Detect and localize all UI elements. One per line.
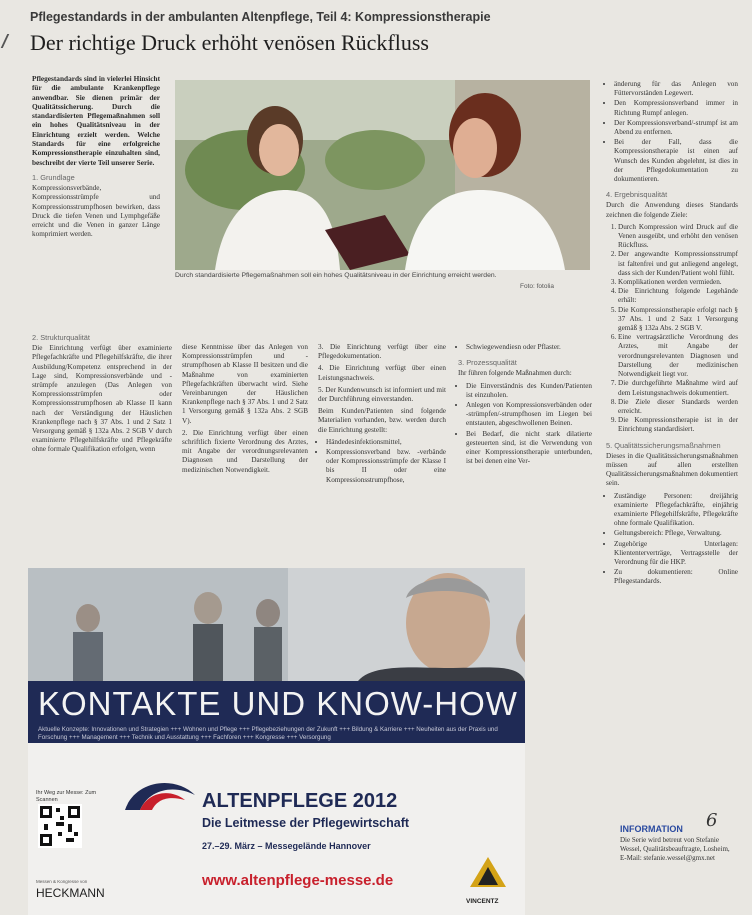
column-4-bullet: • Kompressionsverband bzw. -verbände oder Kompressionsstrümpfe der Klasse I bis II oder eine Kompressionsstrumpfhose, [326, 448, 446, 485]
column-4 [318, 343, 446, 486]
section-4-item: 3. Komplikationen werden vermieden. [618, 278, 738, 287]
section-3-bullet: • Die Einverständnis des Kunden/Patienten ist einzuholen. [466, 382, 592, 400]
photo-credit: Foto: fotolia [520, 283, 554, 290]
column-4-bullet: • Händedesinfektionsmittel, [326, 438, 446, 447]
ad-band-title: KONTAKTE UND KNOW-HOW [38, 685, 518, 722]
section-2-title: 2. Strukturqualität [32, 333, 90, 342]
businessman-illustration [28, 568, 525, 681]
section-3-title: 3. Prozessqualität [458, 358, 517, 368]
ad-photo [28, 568, 525, 681]
advertisement [28, 568, 525, 915]
column-6-bullet: • änderung für das Anlegen von Füttervorständen Legewert. [614, 80, 738, 98]
column-4-item-3: 3. Die Einrichtung verfügt über eine Pflegedokumentation. [318, 343, 446, 361]
messe-title: ALTENPFLEGE 2012 [202, 790, 398, 812]
column-6-bullet: • Der Kompressionsverband/-strumpf ist am Abend zu entfernen. [614, 119, 738, 137]
section-1-title: 1. Grundlage [32, 172, 75, 182]
heckmann-logo: HECKMANN [36, 886, 105, 900]
section-2-item-1: Die Einrichtung verfügt über examinierte Pflegefachkräfte und Pflegehilfskräfte, die ihrer Ausbildung/Kompetenz entsprechend in der Lage sind, Kompressionsverbände und -strümpfe anzulegen (Das Anlegen von Kompressionsstrümpfen oder Kompressionsstrumpfhosen ab Klasse II kann nach der Verständigung der Häuslichen Krankenpflege nach § 37 Abs. 1 und 2 Satz 1 Versorgung gemäß § 132a Abs. 2 SGB V durch examinierte Pflegehilfskräfte und Pflegekräfte ohne formale Qualifikation erfolgen, wenn [32, 344, 172, 454]
column-1 [32, 74, 160, 242]
column-3 [182, 343, 308, 478]
section-4-title: 4. Ergebnisqualität [606, 190, 668, 200]
ribbon-icon [1, 34, 20, 48]
section-4-item: 8. Die Ziele dieser Standards werden erreicht. [618, 398, 738, 416]
info-box-title: INFORMATION [620, 824, 683, 834]
section-5-bullet: • Geltungsbereich: Pflege, Verwaltung. [614, 529, 738, 538]
section-5-bullet: • Zu dokumentieren: Online Pflegestandards. [614, 568, 738, 586]
qr-code-icon[interactable] [38, 804, 82, 848]
article-headline: Der richtige Druck erhöht venösen Rückfluss [30, 30, 429, 55]
heckmann-subline: Messen & Kongresse von [36, 879, 88, 884]
section-4-item: 9. Die Kompressionstherapie ist in der Einrichtung standardisiert. [618, 416, 738, 434]
vincentz-label: VINCENTZ [466, 898, 499, 905]
section-1-text: Kompressionsverbände, Kompressionsstrümpfe und Kompressionsstrumpfhosen bewirken, dass Druck die tiefen Venen und Lymphgefäße erreicht und die Venen in ganzer Länge komprimiert werden. [32, 184, 160, 239]
column-4-text: Beim Kunden/Patienten sind folgende Materialien vorhanden, bzw. werden durch die Einrichtung gestellt: [318, 407, 446, 434]
ad-ticker: Aktuelle Konzepte: Innovationen und Strategien +++ Wohnen und Pflege +++ Pflegebeziehungen der Zukunft +++ Bildung & Karriere +++ Neuheiten aus der Praxis und Forschung +++ Management +++ Technik und Ausstattung +++ Fachforen +++ Kongresse +++ Versorgung [38, 726, 498, 741]
section-5-bullet: • Zugehörige Unterlagen: Kliententerverträge, Vertragsstelle der Verordnung für die HKP. [614, 540, 738, 568]
section-4-text: Durch die Anwendung dieses Standards zeichnen die folgende Ziele: [606, 201, 738, 219]
ad-band [28, 681, 525, 743]
column-6-bullet: • Den Kompressionsverband immer in Richtung Rumpf anlegen. [614, 99, 738, 117]
article-kicker: Pflegestandards in der ambulanten Altenpflege, Teil 4: Kompressionstherapie [30, 10, 491, 24]
qr-label: Ihr Weg zur Messe: Zum Scannen [36, 790, 97, 803]
article-photo [175, 80, 590, 270]
section-3-bullet: • Anlegen von Kompressionsverbänden oder -strümpfen/-strumpfhosen im Liegen bei entstauten, abgeschwollenen Beinen. [466, 401, 592, 429]
section-3-bullet: • Bei Bedarf, die nicht stark dilatierte gesteuerten sind, ist die Verwendung von einer Kompressionstherapie unterbunden, ist bei denen eine Ver- [466, 430, 592, 467]
messe-url-link[interactable]: www.altenpflege-messe.de [202, 872, 394, 889]
column-5-bullet: • Schwiegewendiesn oder Pflaster. [466, 343, 592, 352]
section-4-item: 4. Die Einrichtung folgende Legehände erhält: [618, 287, 738, 305]
info-box-body: Die Serie wird betreut von Stefanie Wessel, Qualitätsbeauftragte, Losheim, E-Mail: stefanie.wessel@gmx.net [620, 836, 730, 862]
section-4-item: 2. Der angewandte Kompressionsstrumpf ist faltenfrei und gut anliegend angelegt, dass sich der Kunden/Patient wohl fühlt. [618, 250, 738, 278]
column-6-bullet: • Bei der Fall, dass die Kompressionstherapie ist einen auf Wunsch des Kunden abgelehnt, ist dies in der Pflegedokumentation zu dokumentieren. [614, 138, 738, 184]
photo-caption: Durch standardisierte Pflegemaßnahmen soll ein hohes Qualitätsniveau in der Einrichtung erreicht werden. [175, 272, 497, 279]
column-4-item-4: 4. Die Einrichtung verfügt über einen Leistungsnachweis. [318, 364, 446, 382]
section-4-item: 6. Eine vertragsärztliche Verordnung des Arztes, mit Angabe der verordnungsrelevanten Diagnosen und Darstellung der medizinischen Notwendigkeit liegt vor. [618, 333, 738, 379]
column-3-text: diese Kenntnisse über das Anlegen von Kompressionsstrümpfen und -strumpfhosen ab Klasse II besitzen und die Maßnahme von examinierten Pflegefachkräften überwacht wird. Siehe Vereinbarungen der Häuslichen Krankenpflege nach § 37 Abs. 1 und 2 Satz 1 Versorgung gemäß § 132a Abs. 2 SGB V). [182, 343, 308, 425]
column-5 [458, 343, 592, 467]
altenpflege-logo-icon [120, 770, 200, 812]
section-5-text: Dieses in die Qualitätssicherungsmaßnahmen müssen auf allen erstellten Qualitätssicherungsmaßnahmen dokumentiert sein. [606, 451, 738, 488]
section-4-item: 7. Die durchgeführte Maßnahme wird auf dem Leistungsnachweis dokumentiert. [618, 379, 738, 397]
column-1-lower [32, 327, 172, 458]
vincentz-logo-icon [468, 855, 508, 889]
section-4-item: 5. Die Kompressionstherapie erfolgt nach § 37 Abs. 1 und 2 Satz 1 Versorgung gemäß § 132a Abs. 2 SGB V. [618, 306, 738, 334]
messe-subtitle: Die Leitmesse der Pflegewirtschaft [202, 816, 410, 830]
section-4-item: 1. Durch Kompression wird Druck auf die Venen ausgeübt, und erhöht den venösen Rückfluss. [618, 223, 738, 251]
column-4-item-5: 5. Der Kundenwunsch ist informiert und mit der Durchführung einverstanden. [318, 385, 446, 404]
column-3-item-2: 2. Die Einrichtung verfügt über einen schriftlich fixierte Verordnung des Arztes, mit Angabe der verordnungsrelevanten Diagnosen und Darstellung der medizinischen Notwendigkeit. [182, 428, 308, 474]
nurses-illustration [175, 80, 590, 270]
handwritten-note: 6 [706, 810, 718, 831]
article-lead: Pflegestandards sind in vielerlei Hinsicht für die ambulante Krankenpflege anwendbar. Sie dienen primär der Qualitätssicherung. Durch die standardisierten Pflegemaßnahmen soll ein hohes Qualitätsniveau in der Einrichtung erzielt werden. Welche Standards für eine erfolgreiche Kompressionstherapie einzuhalten sind, beschreibt der vierte Teil unserer Serie. [32, 74, 160, 167]
section-5-title: 5. Qualitätssicherungsmaßnahmen [606, 440, 721, 450]
column-6 [606, 80, 738, 588]
section-3-text: Ihr führen folgende Maßnahmen durch: [458, 369, 572, 378]
section-5-bullet: • Zuständige Personen: dreijährig examinierte Pflegefachkräfte, einjährig examinierte Pflegehilfskräfte, Pflegekräfte ohne formale Qualifikation. [614, 492, 738, 529]
messe-date: 27.–29. März – Messegelände Hannover [202, 841, 371, 851]
